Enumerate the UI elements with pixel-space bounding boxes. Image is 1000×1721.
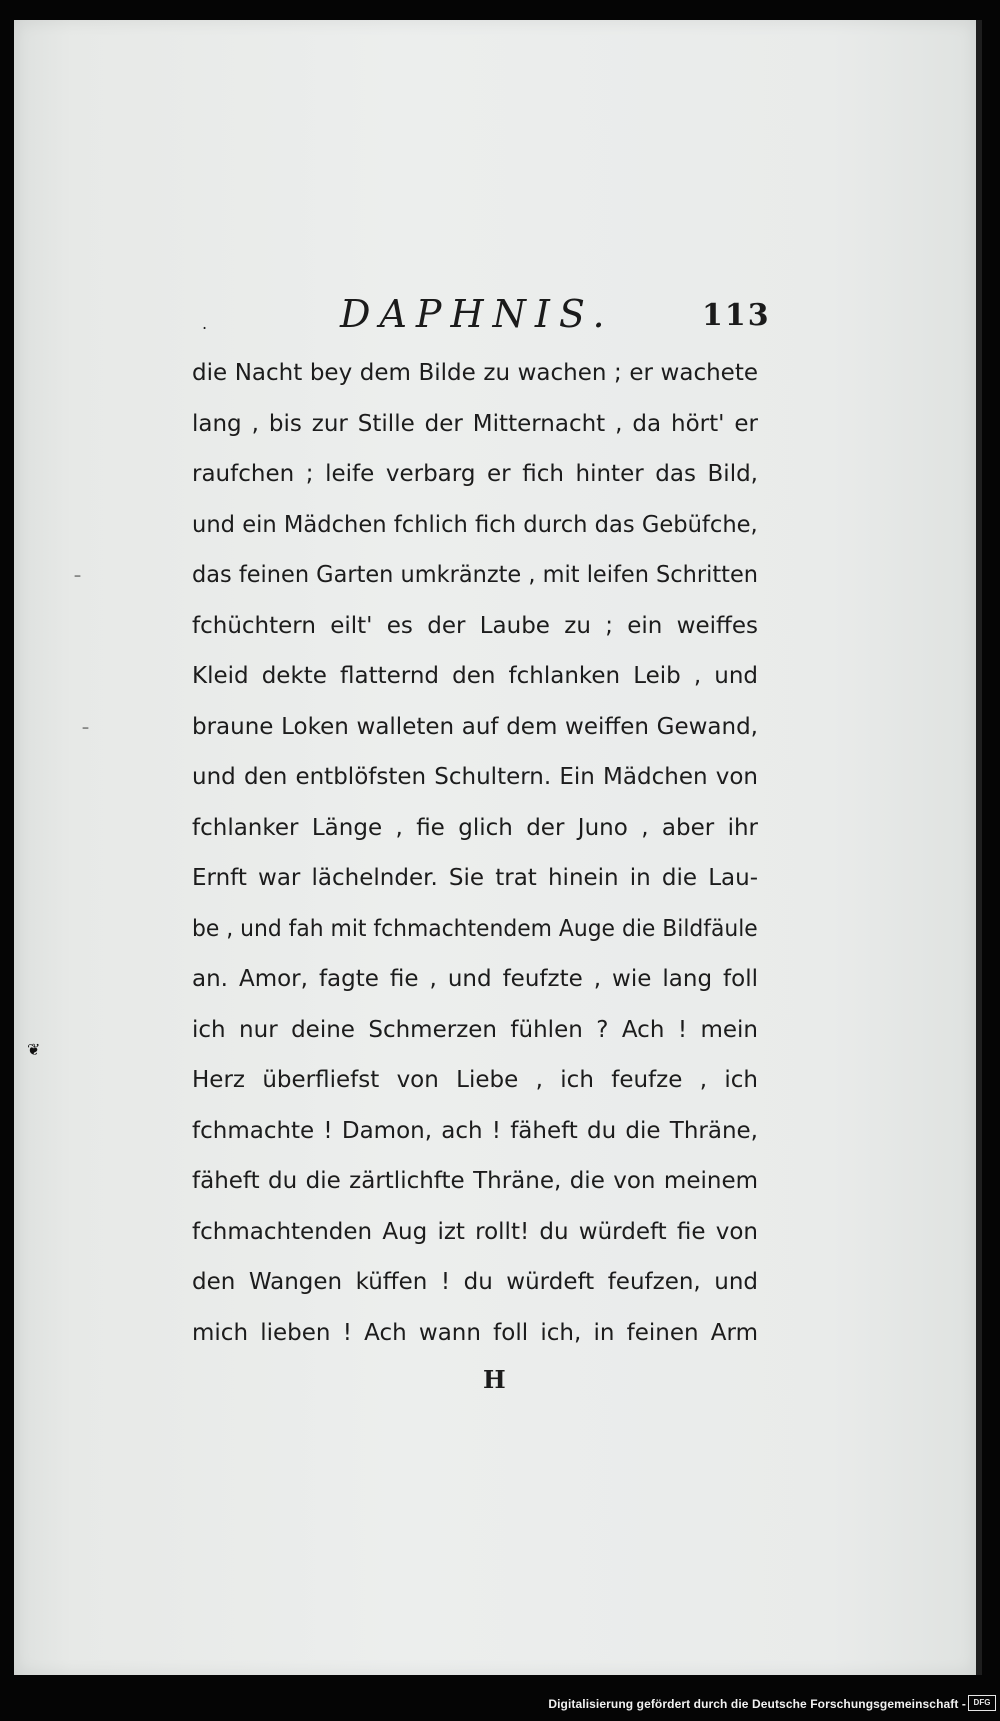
text-line: an. Amor, fagte fie , und feufzte , wie lang foll	[192, 966, 758, 992]
text-line: raufchen ; leife verbarg er fich hinter das Bild,	[192, 461, 758, 487]
margin-mark: –	[82, 720, 89, 736]
text-line: das feinen Garten umkränzte , mit leifen Schritten	[192, 562, 758, 588]
text-line: fäheft du die zärtlichfte Thräne, die von meinem	[192, 1168, 758, 1194]
text-line: fchmachte ! Damon, ach ! fäheft du die Thräne,	[192, 1117, 758, 1144]
text-line: Ernft war lächelnder. Sie trat hinein in die Lau-	[192, 865, 758, 891]
signature-mark: H	[483, 1365, 506, 1394]
margin-mark: –	[74, 568, 81, 584]
footer-credit: Digitalisierung gefördert durch die Deutsche Forschungsgemeinschaft -	[548, 1697, 966, 1711]
digitization-footer	[0, 1675, 1000, 1721]
text-line: Herz überfliefst von Liebe , ich feufze , ich	[192, 1067, 758, 1093]
text-line: braune Loken walleten auf dem weiffen Gewand,	[192, 713, 758, 740]
running-title: DAPHNIS.	[340, 292, 614, 336]
text-line: fchüchtern eilt' es der Laube zu ; ein weiffes	[192, 612, 758, 639]
margin-mark: ❦	[27, 1040, 41, 1059]
text-line: Kleid dekte flatternd den fchlanken Leib , und	[192, 663, 758, 689]
body-text	[192, 348, 758, 1358]
page-number: 113	[702, 298, 771, 333]
text-line: fchlanker Länge , fie glich der Juno , aber ihr	[192, 814, 758, 841]
text-line: mich lieben ! Ach wann foll ich, in feinen Arm	[192, 1319, 758, 1346]
text-line: die Nacht bey dem Bilde zu wachen ; er wachete	[192, 360, 758, 386]
header-dot: .	[202, 314, 208, 333]
text-line: den Wangen küffen ! du würdeft feufzen, und	[192, 1269, 758, 1295]
text-line: fchmachtenden Aug izt rollt! du würdeft fie von	[192, 1218, 758, 1245]
text-line: und den entblöfsten Schultern. Ein Mädchen von	[192, 764, 758, 790]
book-page	[14, 20, 982, 1675]
dfg-logo: DFG	[968, 1695, 996, 1711]
text-line: und ein Mädchen fchlich fich durch das Gebüfche,	[192, 511, 758, 538]
text-line: lang , bis zur Stille der Mitternacht , da hört' er	[192, 410, 758, 437]
running-header	[184, 288, 774, 338]
text-line: ich nur deine Schmerzen fühlen ? Ach ! mein	[192, 1016, 758, 1043]
text-line: be , und fah mit fchmachtendem Auge die Bildfäule	[192, 915, 758, 942]
